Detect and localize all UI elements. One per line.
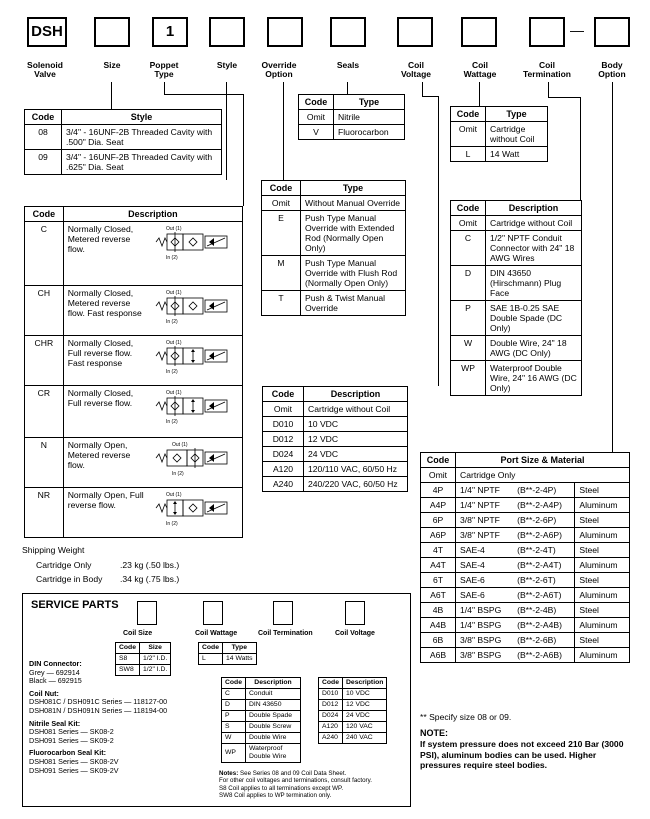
list-item: DSH091 Series — SK09-2 xyxy=(29,735,114,745)
leader-term-v2 xyxy=(580,97,581,200)
service-box-wattage xyxy=(203,601,223,625)
service-watt-table: Code Type L 14 Watts xyxy=(198,642,257,665)
leader-size xyxy=(111,82,112,109)
service-notes xyxy=(219,770,409,800)
valve-symbol-icon xyxy=(154,288,238,324)
table-row: Omit Cartridge without Coil xyxy=(451,122,548,147)
svg-text:In (2): In (2) xyxy=(166,319,178,324)
termination-table: Code Description Omit Cartridge without Coil C 1/2" NPTF Conduit Connector with 24" 18 AWG Wires D DIN 43650 (Hirschmann) Plug Face P SAE 1B-0.25 SAE Double Spade (DC Only) W Double Wire, 24" 18 AWG (DC Only) WP Waterproof Double Wire, 24" 16 AWG (DC Only) xyxy=(450,200,582,396)
leader-voltage-h xyxy=(422,96,439,97)
nitrile-title: Nitrile Seal Kit: xyxy=(29,718,81,728)
voltage-table: Code Description Omit Cartridge without Coil D010 10 VDC D012 12 VDC D024 24 VDC A120 120/110 VAC, 60/50 Hz A240 240/220 VAC, 60/50 Hz xyxy=(262,386,408,492)
leader-poppet-h xyxy=(164,94,243,95)
svg-text:Out (1): Out (1) xyxy=(166,290,182,296)
model-box-body xyxy=(594,17,630,47)
table-row: D010 10 VDC xyxy=(263,417,408,432)
table-row: A120 120 VAC xyxy=(319,722,387,733)
table-row: A6B 3/8" BSPG (B**-2-A6B) Aluminum xyxy=(421,648,630,663)
model-box-valve: DSH xyxy=(27,17,67,47)
svg-text:Out (1): Out (1) xyxy=(166,340,182,346)
svg-text:In (2): In (2) xyxy=(166,255,178,260)
model-box-override xyxy=(267,17,303,47)
table-row: S8 1/2" I.D. xyxy=(116,654,171,665)
nut-title: Coil Nut: xyxy=(29,688,59,698)
service-box-voltage xyxy=(345,601,365,625)
table-row: D012 12 VDC xyxy=(263,432,408,447)
notes-line: See Series 08 and 09 Coil Data Sheet. xyxy=(240,770,347,777)
style-table: Code Style 08 3/4" - 16UNF-2B Threaded Cavity with .500" Dia. Seat 09 3/4" - 16UNF-2B Threaded Cavity with .625" Dia. Seat xyxy=(24,109,222,175)
valve-symbol-icon xyxy=(154,388,238,424)
table-row: 6B 3/8" BSPG (B**-2-6B) Steel xyxy=(421,633,630,648)
list-item: DSH091 Series — SK09-2V xyxy=(29,765,119,775)
note-body: If system pressure does not exceed 210 Bar (3000 PSI), aluminum bodies can be used. Higher pressures require steel bodies. xyxy=(420,739,624,770)
leader-body xyxy=(612,82,613,452)
table-row: SW8 1/2" I.D. xyxy=(116,665,171,676)
notes-line: SW8 Coil applies to WP termination only. xyxy=(219,792,332,800)
list-item: Black — 692915 xyxy=(29,676,82,686)
port-footnote: ** Specify size 08 or 09. xyxy=(420,712,512,722)
list-item: DSH081N / DSH091N Series — 118194-00 xyxy=(29,705,168,715)
svg-text:Out (1): Out (1) xyxy=(166,226,182,232)
table-row: CH Normally Closed, Metered reverse flow. Fast response Out (1) In (2) xyxy=(25,286,243,336)
table-row: WP Waterproof Double Wire xyxy=(222,744,301,763)
table-row: 09 3/4" - 16UNF-2B Threaded Cavity with .625" Dia. Seat xyxy=(25,150,222,175)
table-row: C Conduit xyxy=(222,689,301,700)
table-row: Omit Cartridge without Coil xyxy=(263,402,408,417)
leader-seals xyxy=(347,82,348,94)
list-item: DSH081C / DSH091C Series — 118127-00 xyxy=(29,697,168,707)
table-row: Omit Without Manual Override xyxy=(262,196,406,211)
label-solenoid-valve: Solenoid Valve xyxy=(27,60,63,79)
valve-symbol-icon xyxy=(154,224,238,260)
label-size: Size xyxy=(103,60,121,70)
service-parts-list xyxy=(29,660,219,775)
valve-symbol-icon xyxy=(154,490,238,526)
table-row: W Double Wire, 24" 18 AWG (DC Only) xyxy=(451,336,582,361)
label-seals: Seals xyxy=(336,60,360,70)
label-coil-voltage: Coil Voltage xyxy=(400,60,432,79)
model-box-poppet: 1 xyxy=(152,17,188,47)
list-item: DSH081 Series — SK08-2 xyxy=(29,727,114,737)
svg-text:Out (1): Out (1) xyxy=(166,492,182,498)
label-coil-termination: Coil Termination xyxy=(522,60,571,79)
poppet-table: Code Description C Normally Closed, Metered reverse flow. Out (1) In (2) CH Normally Closed, Metered reverse flow. Fast response Out (1) In (2) CHR Normally Closed, Full reverse flow. Fast response Out (1) In (2) CR Normally Closed, Full reverse flow. Out (1) In (2) N Normally Open, Metered reverse flow. Out (1) In (2) NR Normally Open, Full reverse flow. Out (1) In (2) xyxy=(24,206,243,538)
table-row: 08 3/4" - 16UNF-2B Threaded Cavity with .500" Dia. Seat xyxy=(25,125,222,150)
svg-text:In (2): In (2) xyxy=(166,369,178,374)
valve-symbol-icon xyxy=(154,440,238,476)
model-box-termination xyxy=(529,17,565,47)
table-row: A240 240/220 VAC, 60/50 Hz xyxy=(263,477,408,492)
table-row: CHR Normally Closed, Full reverse flow. Fast response Out (1) In (2) xyxy=(25,336,243,386)
table-row: NR Normally Open, Full reverse flow. Out (1) In (2) xyxy=(25,488,243,538)
table-row: W Double Wire xyxy=(222,733,301,744)
model-box-wattage xyxy=(461,17,497,47)
seals-table: Code Type Omit Nitrile V Fluorocarbon xyxy=(298,94,405,140)
service-size-table: Code Size S8 1/2" I.D. SW8 1/2" I.D. xyxy=(115,642,171,676)
svg-text:In (2): In (2) xyxy=(166,521,178,526)
table-row: A4B 1/4" BSPG (B**-2-A4B) Aluminum xyxy=(421,618,630,633)
service-box-size xyxy=(137,601,157,625)
note-title: NOTE: xyxy=(420,728,448,738)
table-row: N Normally Open, Metered reverse flow. Out (1) In (2) xyxy=(25,438,243,488)
table-row: T Push & Twist Manual Override xyxy=(262,291,406,316)
svg-text:In (2): In (2) xyxy=(166,419,178,424)
table-row: A120 120/110 VAC, 60/50 Hz xyxy=(263,462,408,477)
label-style: Style xyxy=(216,60,238,70)
table-row: WP Waterproof Double Wire, 24" 16 AWG (DC Only) xyxy=(451,361,582,396)
notes-line: S8 Coil applies to all terminations except WP. xyxy=(219,784,344,792)
leader-wattage xyxy=(479,82,480,106)
table-row: C 1/2" NPTF Conduit Connector with 24" 18 AWG Wires xyxy=(451,231,582,266)
table-row: Omit Cartridge Only xyxy=(421,468,630,483)
override-table: Code Type Omit Without Manual Override E Push Type Manual Override with Extended Rod (Normally Open Only) M Push Type Manual Override with Flush Rod (Normally Open Only) T Push & Twist Manual Override xyxy=(261,180,406,316)
table-row: A6T SAE-6 (B**-2-A6T) Aluminum xyxy=(421,588,630,603)
table-row: Omit Cartridge without Coil xyxy=(451,216,582,231)
din-title: DIN Connector: xyxy=(29,659,82,668)
table-row: 4B 1/4" BSPG (B**-2-4B) Steel xyxy=(421,603,630,618)
table-row: A240 240 VAC xyxy=(319,733,387,744)
table-row: L 14 Watts xyxy=(199,654,257,665)
svg-text:In (2): In (2) xyxy=(172,471,184,476)
service-title: SERVICE PARTS xyxy=(31,599,119,611)
shipping-title: Shipping Weight xyxy=(22,545,85,555)
model-dash: — xyxy=(570,22,584,38)
label-coil-wattage: Coil Wattage xyxy=(463,60,497,79)
shipping-label-1: Cartridge Only xyxy=(36,560,92,570)
table-row: V Fluorocarbon xyxy=(299,125,405,140)
svg-text:Out (1): Out (1) xyxy=(172,442,188,448)
leader-voltage-v xyxy=(422,82,423,96)
table-row: P Double Spade xyxy=(222,711,301,722)
shipping-value-1: .23 kg (.50 lbs.) xyxy=(120,560,180,570)
table-row: A4T SAE-4 (B**-2-A4T) Aluminum xyxy=(421,558,630,573)
list-item: Grey — 692914 xyxy=(29,667,80,677)
table-row: L 14 Watt xyxy=(451,147,548,162)
service-label-coil-wattage: Coil Wattage xyxy=(195,630,238,637)
model-box-seals xyxy=(330,17,366,47)
label-poppet-type: Poppet Type xyxy=(149,60,179,79)
table-row: D012 12 VDC xyxy=(319,700,387,711)
leader-style xyxy=(226,82,227,180)
leader-voltage-v2 xyxy=(438,96,439,386)
table-row: A4P 1/4" NPTF (B**-2-A4P) Aluminum xyxy=(421,498,630,513)
service-label-coil-size: Coil Size xyxy=(123,630,153,637)
table-row: D010 10 VDC xyxy=(319,689,387,700)
table-row: S Double Screw xyxy=(222,722,301,733)
notes-line: For other coil voltages and terminations, consult factory. xyxy=(219,777,372,785)
table-row: 4T SAE-4 (B**-2-4T) Steel xyxy=(421,543,630,558)
leader-poppet-v xyxy=(164,82,165,94)
notes-label: Notes: xyxy=(219,770,239,777)
table-row: E Push Type Manual Override with Extended Rod (Normally Open Only) xyxy=(262,211,406,256)
leader-poppet-v2 xyxy=(243,94,244,206)
service-label-coil-termination: Coil Termination xyxy=(258,630,313,637)
shipping-value-2: .34 kg (.75 lbs.) xyxy=(120,574,180,584)
model-box-size xyxy=(94,17,130,47)
table-row: D024 24 VDC xyxy=(263,447,408,462)
table-row: C Normally Closed, Metered reverse flow. Out (1) In (2) xyxy=(25,222,243,286)
table-row: D024 24 VDC xyxy=(319,711,387,722)
label-override-option: Override Option xyxy=(261,60,297,79)
list-item: DSH081 Series — SK08-2V xyxy=(29,756,119,766)
table-row: D DIN 43650 xyxy=(222,700,301,711)
model-box-voltage xyxy=(397,17,433,47)
service-parts-box xyxy=(22,593,411,807)
table-row: CR Normally Closed, Full reverse flow. Out (1) In (2) xyxy=(25,386,243,438)
model-box-style xyxy=(209,17,245,47)
service-label-coil-voltage: Coil Voltage xyxy=(335,630,375,637)
table-row: A6P 3/8" NPTF (B**-2-A6P) Aluminum xyxy=(421,528,630,543)
fluoro-title: Fluorocarbon Seal Kit: xyxy=(29,748,107,758)
table-row: 4P 1/4" NPTF (B**-2-4P) Steel xyxy=(421,483,630,498)
service-term-table: Code Description C Conduit D DIN 43650 P Double Spade S Double Screw W Double Wire WP Waterproof Double Wire xyxy=(221,677,301,763)
service-box-termination xyxy=(273,601,293,625)
table-row: M Push Type Manual Override with Flush Rod (Normally Open Only) xyxy=(262,256,406,291)
shipping-label-2: Cartridge in Body xyxy=(36,574,103,584)
service-volt-table: Code Description D010 10 VDC D012 12 VDC D024 24 VDC A120 120 VAC A240 240 VAC xyxy=(318,677,387,744)
leader-term-h xyxy=(548,97,581,98)
valve-symbol-icon xyxy=(154,338,238,374)
table-row: 6T SAE-6 (B**-2-6T) Steel xyxy=(421,573,630,588)
leader-override xyxy=(283,82,284,180)
leader-term-v xyxy=(548,82,549,97)
table-row: D DIN 43650 (Hirschmann) Plug Face xyxy=(451,266,582,301)
table-row: P SAE 1B-0.25 SAE Double Spade (DC Only) xyxy=(451,301,582,336)
port-table: Code Port Size & Material Omit Cartridge Only 4P 1/4" NPTF (B**-2-4P) Steel A4P 1/4" NPTF (B**-2-A4P) Aluminum 6P 3/8" NPTF (B**-2-6P) Steel A6P 3/8" NPTF (B**-2-A6P) Aluminum 4T SAE-4 (B**-2-4T) Steel A4T SAE-4 (B**-2-A4T) Aluminum 6T SAE-6 (B**-2-6T) Steel A6T SAE-6 (B**-2-A6T) Aluminum 4B 1/4" BSPG (B**-2-4B) Steel A4B 1/4" BSPG (B**-2-A4B) Aluminum 6B 3/8" BSPG (B**-2-6B) Steel A6B 3/8" BSPG (B**-2-A6B) Aluminum xyxy=(420,452,630,663)
wattage-table: Code Type Omit Cartridge without Coil L 14 Watt xyxy=(450,106,548,162)
label-body-option: Body Option xyxy=(598,60,626,79)
table-row: 6P 3/8" NPTF (B**-2-6P) Steel xyxy=(421,513,630,528)
table-row: Omit Nitrile xyxy=(299,110,405,125)
svg-text:Out (1): Out (1) xyxy=(166,390,182,396)
